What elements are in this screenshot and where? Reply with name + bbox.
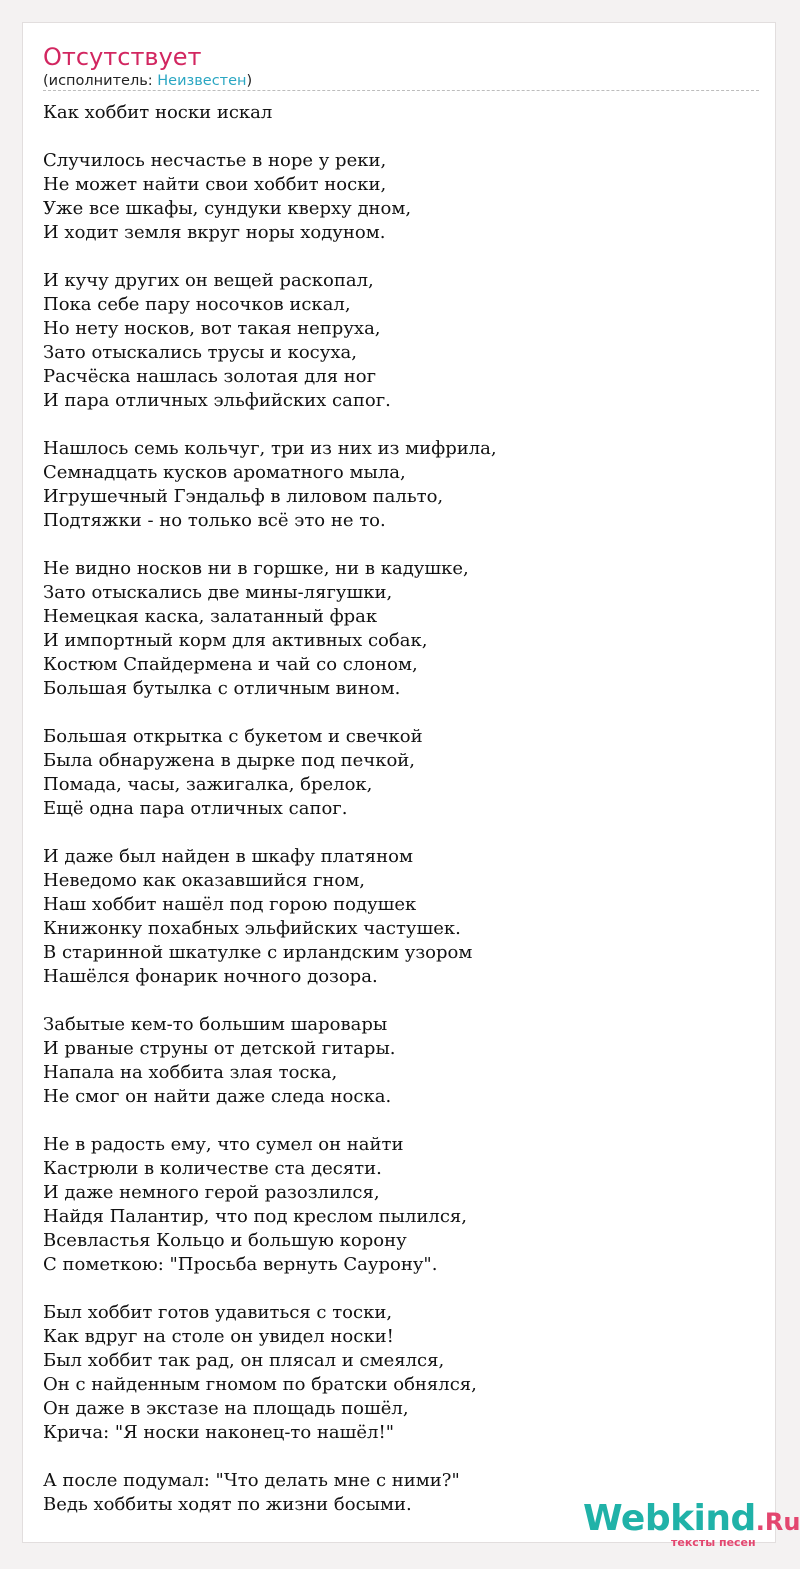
lyrics-card: [22, 22, 800, 1549]
lyric-line: С пометкою: "Просьба вернуть Саурону".: [43, 1254, 438, 1275]
lyric-line: И пара отличных эльфийских сапог.: [43, 390, 391, 411]
lyric-line: Пока себе пару носочков искал,: [43, 294, 351, 315]
lyric-line: Подтяжки - но только всё это не то.: [43, 510, 386, 531]
stanza-gap: [43, 1277, 763, 1301]
stanza-gap: [43, 413, 763, 437]
stanza: [43, 1301, 763, 1445]
lyric-line: Напала на хоббита злая тоска,: [43, 1062, 338, 1083]
lyric-line: Игрушечный Гэндальф в лиловом пальто,: [43, 486, 444, 507]
stanza: [43, 437, 763, 533]
lyric-line: Не в радость ему, что сумел он найти: [43, 1134, 404, 1155]
artist-suffix: ): [246, 73, 253, 89]
lyric-line: Он даже в экстазе на площадь пошёл,: [43, 1398, 409, 1419]
artist-link[interactable]: Неизвестен: [157, 73, 247, 89]
lyric-line: Не видно носков ни в горшке, ни в кадушке,: [43, 558, 469, 579]
logo-main-text: Webkind: [583, 1498, 756, 1539]
lyric-line: И кучу других он вещей раскопал,: [43, 270, 374, 291]
lyric-line: Была обнаружена в дырке под печкой,: [43, 750, 416, 771]
lyric-line: Не смог он найти даже следа носка.: [43, 1086, 392, 1107]
stanza-gap: [43, 989, 763, 1013]
lyric-line: Немецкая каска, залатанный фрак: [43, 606, 378, 627]
stanza: [43, 845, 763, 989]
stanza: [43, 1133, 763, 1277]
stanza-gap: [43, 1445, 763, 1469]
divider: [43, 90, 759, 91]
webkind-logo[interactable]: [583, 1498, 800, 1549]
lyric-line: И даже был найден в шкафу платяном: [43, 846, 413, 867]
stanza: [43, 269, 763, 413]
lyric-line: Нашлось семь кольчуг, три из них из мифрила,: [43, 438, 497, 459]
stanza: [43, 149, 763, 245]
lyrics-title: Как хоббит носки искал: [43, 102, 273, 123]
lyric-line: И даже немного герой разозлился,: [43, 1182, 380, 1203]
lyric-line: Случилось несчастье в норе у реки,: [43, 150, 387, 171]
lyric-line: Был хоббит готов удавиться с тоски,: [43, 1302, 393, 1323]
logo-tagline: тексты песен: [671, 1536, 756, 1549]
lyric-line: Семнадцать кусков ароматного мыла,: [43, 462, 406, 483]
lyric-line: Всевластья Кольцо и большую корону: [43, 1230, 407, 1251]
lyric-line: Уже все шкафы, сундуки кверху дном,: [43, 198, 412, 219]
lyric-line: Найдя Палантир, что под креслом пылился,: [43, 1206, 468, 1227]
stanza-gap: [43, 701, 763, 725]
lyric-line: И ходит земля вкруг норы ходуном.: [43, 222, 386, 243]
stanza: [43, 557, 763, 701]
stanza: [43, 1013, 763, 1109]
lyric-line: Был хоббит так рад, он плясал и смеялся,: [43, 1350, 445, 1371]
artist-prefix: (исполнитель:: [43, 73, 158, 89]
lyric-line: Книжонку похабных эльфийских частушек.: [43, 918, 461, 939]
lyric-line: Неведомо как оказавшийся гном,: [43, 870, 365, 891]
lyric-line: А после подумал: "Что делать мне с ними?": [43, 1470, 460, 1491]
song-title: Отсутствует: [43, 43, 202, 71]
logo-tld-text: .Ru: [755, 1508, 800, 1536]
stanza: [43, 725, 763, 821]
lyric-line: Помада, часы, зажигалка, брелок,: [43, 774, 373, 795]
lyric-line: Ведь хоббиты ходят по жизни босыми.: [43, 1494, 412, 1515]
lyric-line: Зато отыскались трусы и косуха,: [43, 342, 357, 363]
stanza-gap: [43, 533, 763, 557]
lyric-line: Большая бутылка с отличным вином.: [43, 678, 401, 699]
lyric-line: Кастрюли в количестве ста десяти.: [43, 1158, 382, 1179]
lyric-line: И рваные струны от детской гитары.: [43, 1038, 396, 1059]
lyric-line: Крича: "Я носки наконец-то нашёл!": [43, 1422, 394, 1443]
lyric-line: Он с найденным гномом по братски обнялся,: [43, 1374, 477, 1395]
lyric-line: И импортный корм для активных собак,: [43, 630, 428, 651]
lyric-line: Ещё одна пара отличных сапог.: [43, 798, 348, 819]
lyric-line: Расчёска нашлась золотая для ног: [43, 366, 377, 387]
artist-line: [43, 71, 252, 91]
lyric-line: Костюм Спайдермена и чай со слоном,: [43, 654, 418, 675]
lyric-line: В старинной шкатулке с ирландским узором: [43, 942, 473, 963]
lyrics-text: [43, 101, 763, 1517]
lyric-line: Зато отыскались две мины-лягушки,: [43, 582, 393, 603]
lyric-line: Наш хоббит нашёл под горою подушек: [43, 894, 417, 915]
stanza-gap: [43, 125, 763, 149]
stanza-gap: [43, 1109, 763, 1133]
lyric-line: Нашёлся фонарик ночного дозора.: [43, 966, 378, 987]
lyric-line: Не может найти свои хоббит носки,: [43, 174, 387, 195]
lyric-line: Как вдруг на столе он увидел носки!: [43, 1326, 394, 1347]
lyric-line: Но нету носков, вот такая непруха,: [43, 318, 381, 339]
stanza-gap: [43, 821, 763, 845]
stanza-gap: [43, 245, 763, 269]
lyric-line: Большая открытка с букетом и свечкой: [43, 726, 423, 747]
lyric-line: Забытые кем-то большим шаровары: [43, 1014, 388, 1035]
